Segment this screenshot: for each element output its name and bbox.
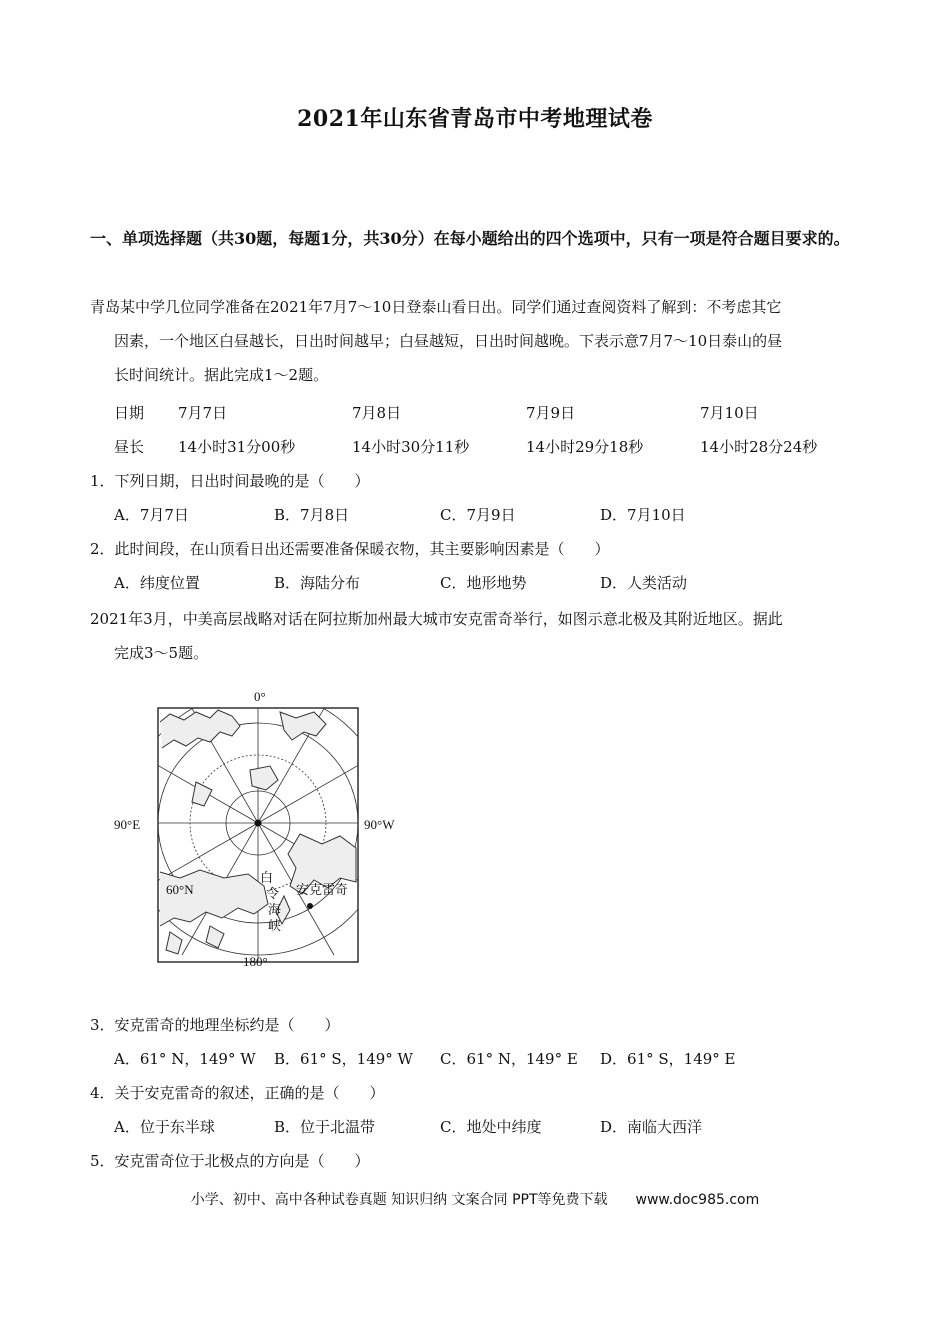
map-label-strait: 令 xyxy=(266,886,280,901)
intro2-line2: 完成3～5题。 xyxy=(114,644,209,662)
option-a: A．纬度位置 xyxy=(114,574,200,592)
table-cell: 14小时28分24秒 xyxy=(700,438,818,456)
table-cell: 14小时30分11秒 xyxy=(352,438,470,456)
option-c: C．7月9日 xyxy=(440,506,516,524)
question-5-stem: 5．安克雷奇位于北极点的方向是（ ） xyxy=(90,1152,370,1170)
question-1-stem: 1．下列日期，日出时间最晚的是（ ） xyxy=(90,472,370,490)
map-label-strait: 白 xyxy=(260,870,274,885)
table-row-daylength xyxy=(114,430,874,464)
table-cell: 14小时31分00秒 xyxy=(178,438,296,456)
intro-paragraph-1 xyxy=(90,290,870,392)
question-3-stem: 3．安克雷奇的地理坐标约是（ ） xyxy=(90,1016,340,1034)
table-cell: 昼长 xyxy=(114,438,145,456)
option-d: D．61° S，149° E xyxy=(600,1050,736,1068)
option-a: A．位于东半球 xyxy=(114,1118,215,1136)
intro-paragraph-2 xyxy=(90,602,870,670)
option-d: D．南临大西洋 xyxy=(600,1118,703,1136)
option-d: D．7月10日 xyxy=(600,506,686,524)
option-d: D．人类活动 xyxy=(600,574,688,592)
option-c: C．地处中纬度 xyxy=(440,1118,542,1136)
table-cell: 7月8日 xyxy=(352,404,402,422)
north-pole-point xyxy=(255,820,262,827)
table-row-date xyxy=(114,396,874,430)
map-label-strait: 峡 xyxy=(268,918,282,933)
option-b: B．位于北温带 xyxy=(274,1118,376,1136)
map-label-180: 180° xyxy=(243,954,268,969)
table-cell: 日期 xyxy=(114,404,145,422)
table-cell: 14小时29分18秒 xyxy=(526,438,644,456)
map-label-90e: 90°E xyxy=(114,817,141,832)
intro1-line1: 青岛某中学几位同学准备在2021年7月7～10日登泰山看日出。同学们通过查阅资料了解到：不考虑其它 xyxy=(90,298,782,316)
intro1-line3: 长时间统计。据此完成1～2题。 xyxy=(114,366,329,384)
question-2-options xyxy=(114,566,874,600)
question-2-stem: 2．此时间段，在山顶看日出还需要准备保暖衣物，其主要影响因素是（ ） xyxy=(90,540,610,558)
intro2-line1: 2021年3月，中美高层战略对话在阿拉斯加州最大城市安克雷奇举行，如图示意北极及其附近地区。据此 xyxy=(90,610,783,628)
map-label-90w: 90°W xyxy=(364,817,395,832)
map-label-anchorage: 安克雷奇 xyxy=(296,882,349,897)
table-cell: 7月9日 xyxy=(526,404,576,422)
option-b: B．7月8日 xyxy=(274,506,350,524)
table-cell: 7月7日 xyxy=(178,404,228,422)
table-cell: 7月10日 xyxy=(700,404,759,422)
map-label-60n: 60°N xyxy=(166,882,194,897)
question-4-options xyxy=(114,1110,874,1144)
arctic-map xyxy=(100,682,420,972)
question-3-options xyxy=(114,1042,874,1076)
intro1-line2: 因素，一个地区白昼越长，日出时间越早；白昼越短，日出时间越晚。下表示意7月7～10日泰山的昼 xyxy=(114,332,783,350)
map-label-0: 0° xyxy=(254,689,266,704)
anchorage-point xyxy=(307,903,313,909)
map-label-strait: 海 xyxy=(268,902,282,917)
page-footer: 小学、初中、高中各种试卷真题 知识归纳 文案合同 PPT等免费下载 www.doc985.com xyxy=(190,1192,760,1208)
option-b: B．61° S，149° W xyxy=(274,1050,413,1068)
option-b: B．海陆分布 xyxy=(274,574,361,592)
page-title: 2021年山东省青岛市中考地理试卷 xyxy=(297,106,653,132)
section-heading: 一、单项选择题（共30题，每题1分，共30分）在每小题给出的四个选项中，只有一项是符合题目要求的。 xyxy=(90,229,850,248)
question-4-stem: 4．关于安克雷奇的叙述，正确的是（ ） xyxy=(90,1084,385,1102)
question-1-options xyxy=(114,498,874,532)
option-c: C．61° N，149° E xyxy=(440,1050,578,1068)
option-c: C．地形地势 xyxy=(440,574,527,592)
option-a: A．7月7日 xyxy=(114,506,189,524)
option-a: A．61° N，149° W xyxy=(114,1050,256,1068)
